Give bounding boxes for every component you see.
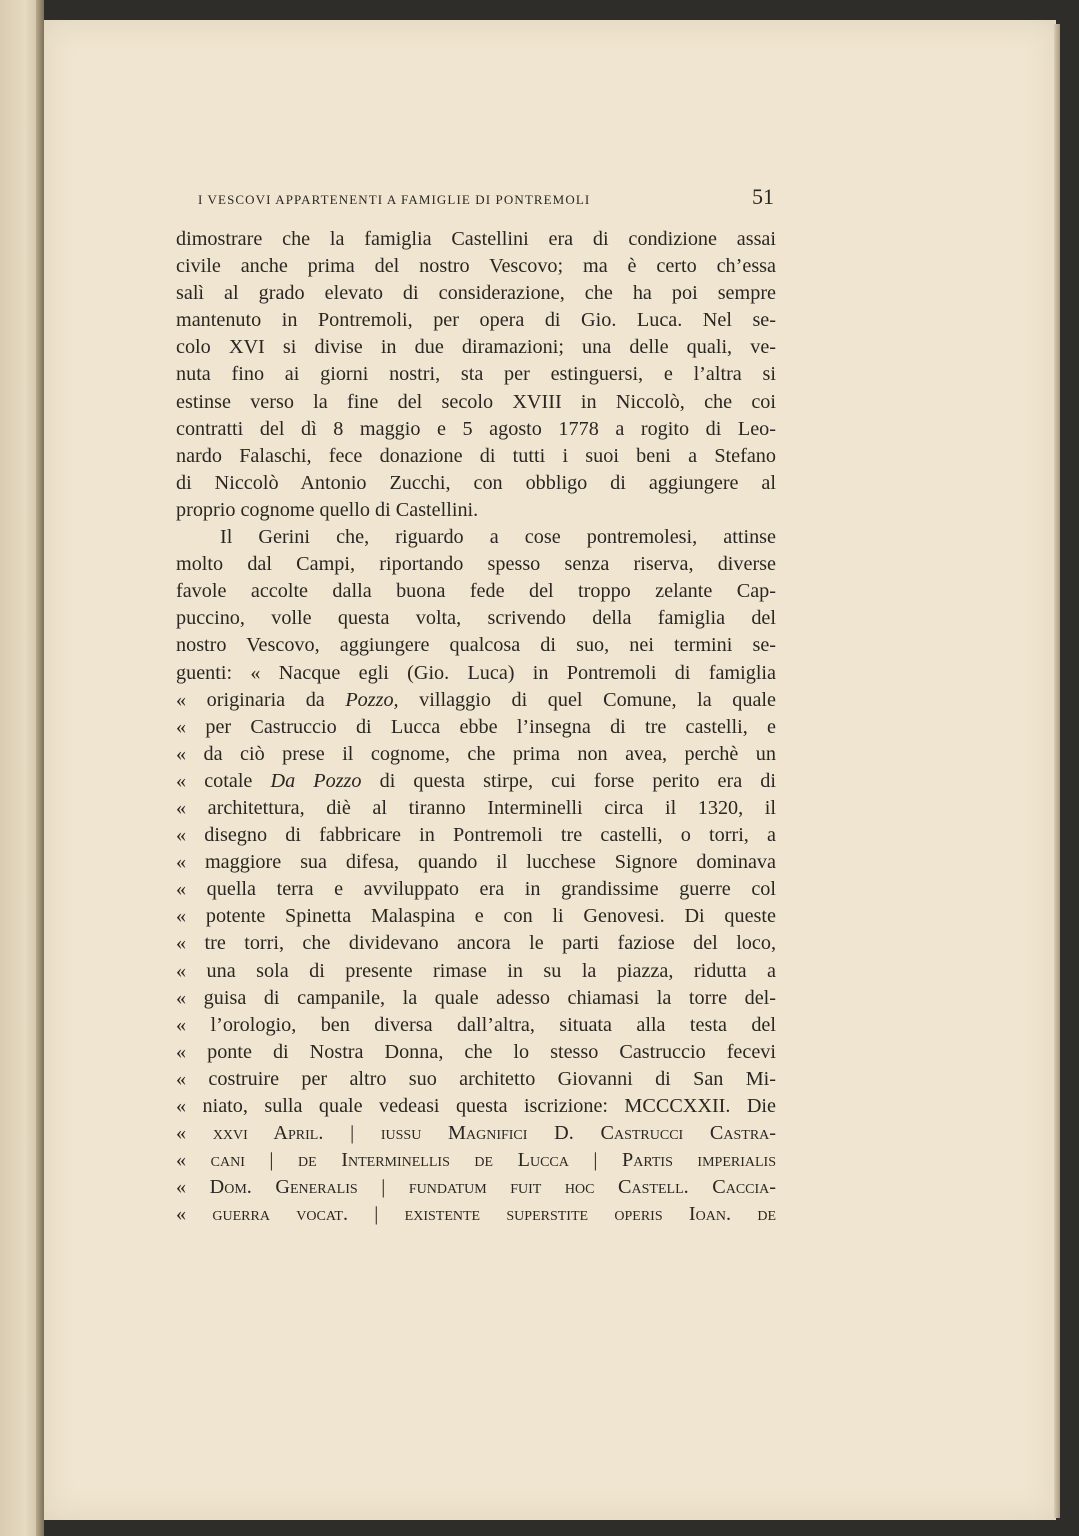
quote-line: « disegno di fabbricare in Pontremoli tre castelli, o torri, a <box>176 824 776 847</box>
quote-line: « da ciò prese il cognome, che prima non avea, perchè un <box>176 742 776 765</box>
text-line: nuta fino ai giorni nostri, sta per estinguersi, e l’altra si <box>176 363 776 386</box>
quote-line <box>176 687 776 714</box>
italic-family-name: Da Pozzo <box>270 769 362 792</box>
running-head: I VESCOVI APPARTENENTI A FAMIGLIE DI PONTREMOLI <box>198 192 591 207</box>
text-line: contratti del dì 8 maggio e 5 agosto 1778 a rogito di Leo- <box>176 417 776 440</box>
text-line: dimostrare che la famiglia Castellini era di condizione assai <box>176 228 776 250</box>
text-line: nardo Falaschi, fece donazione di tutti i suoi beni a Stefano <box>176 444 776 467</box>
quote-line: « niato, sulla quale vedeasi questa iscrizione: MCCCXXII. Die <box>176 1095 776 1117</box>
text-line: di Niccolò Antonio Zucchi, con obbligo di aggiungere al <box>176 471 776 494</box>
page-edge <box>1054 24 1060 1518</box>
text-line: colo XVI si divise in due diramazioni; una delle quali, ve- <box>176 336 776 359</box>
inscription-line: « guerra vocat. | existente superstite operis Ioan. de <box>176 1203 776 1226</box>
italic-place-name: Pozzo, <box>345 688 399 711</box>
text-line: guenti: « Nacque egli (Gio. Luca) in Pontremoli di famiglia <box>176 661 776 684</box>
text-line: molto dal Campi, riportando spesso senza riserva, diverse <box>176 553 776 576</box>
text-line: proprio cognome quello di Castellini. <box>176 498 479 521</box>
text-line: estinse verso la fine del secolo XVIII in Niccolò, che coi <box>176 390 776 413</box>
quote-line: « ponte di Nostra Donna, che lo stesso Castruccio fecevi <box>176 1040 776 1063</box>
body-text <box>176 226 776 1228</box>
quote-line: « tre torri, che dividevano ancora le parti faziose del loco, <box>176 932 776 955</box>
paragraph-start-line: Il Gerini che, riguardo a cose pontremolesi, attinse <box>220 526 776 549</box>
text-line: mantenuto in Pontremoli, per opera di Gio. Luca. Nel se- <box>176 309 776 332</box>
text-line: nostro Vescovo, aggiungere qualcosa di suo, nei termini se- <box>176 634 776 657</box>
text-line: civile anche prima del nostro Vescovo; ma è certo ch’essa <box>176 255 776 278</box>
quote-line <box>176 768 776 795</box>
inscription-line: « Dom. Generalis | fundatum fuit hoc Castell. Caccia- <box>176 1176 776 1199</box>
page-number: 51 <box>752 184 774 209</box>
quote-line: « per Castruccio di Lucca ebbe l’insegna di tre castelli, e <box>176 715 776 738</box>
text-line: puccino, volle questa volta, scrivendo della famiglia del <box>176 607 776 630</box>
text-run: « cotale <box>176 769 271 792</box>
text-line: favole accolte dalla buona fede del troppo zelante Cap- <box>176 580 776 603</box>
text-run: villaggio di quel Comune, la quale <box>398 688 776 711</box>
quote-line: « una sola di presente rimase in su la piazza, ridutta a <box>176 959 776 982</box>
quote-line: « potente Spinetta Malaspina e con li Genovesi. Di queste <box>176 905 776 928</box>
quote-line: « guisa di campanile, la quale adesso chiamasi la torre del- <box>176 986 776 1009</box>
quote-line: « maggiore sua difesa, quando il lucchese Signore dominava <box>176 851 776 874</box>
quote-line: « quella terra e avviluppato era in grandissime guerre col <box>176 878 776 901</box>
binding-shadow <box>36 0 44 1536</box>
text-line: salì al grado elevato di considerazione, che ha poi sempre <box>176 282 776 305</box>
text-run: « originaria da <box>176 688 346 711</box>
inscription-line: « cani | de Interminellis de Lucca | Partis imperialis <box>176 1149 776 1172</box>
text-run: di questa stirpe, cui forse perito era di <box>361 769 776 792</box>
quote-line: « l’orologio, ben diversa dall’altra, situata alla testa del <box>176 1013 776 1036</box>
quote-line: « costruire per altro suo architetto Giovanni di San Mi- <box>176 1067 776 1090</box>
inscription-line: « xxvi April. | iussu Magnifici D. Castrucci Castra- <box>176 1122 776 1145</box>
quote-line: « architettura, diè al tiranno Interminelli circa il 1320, il <box>176 796 776 819</box>
